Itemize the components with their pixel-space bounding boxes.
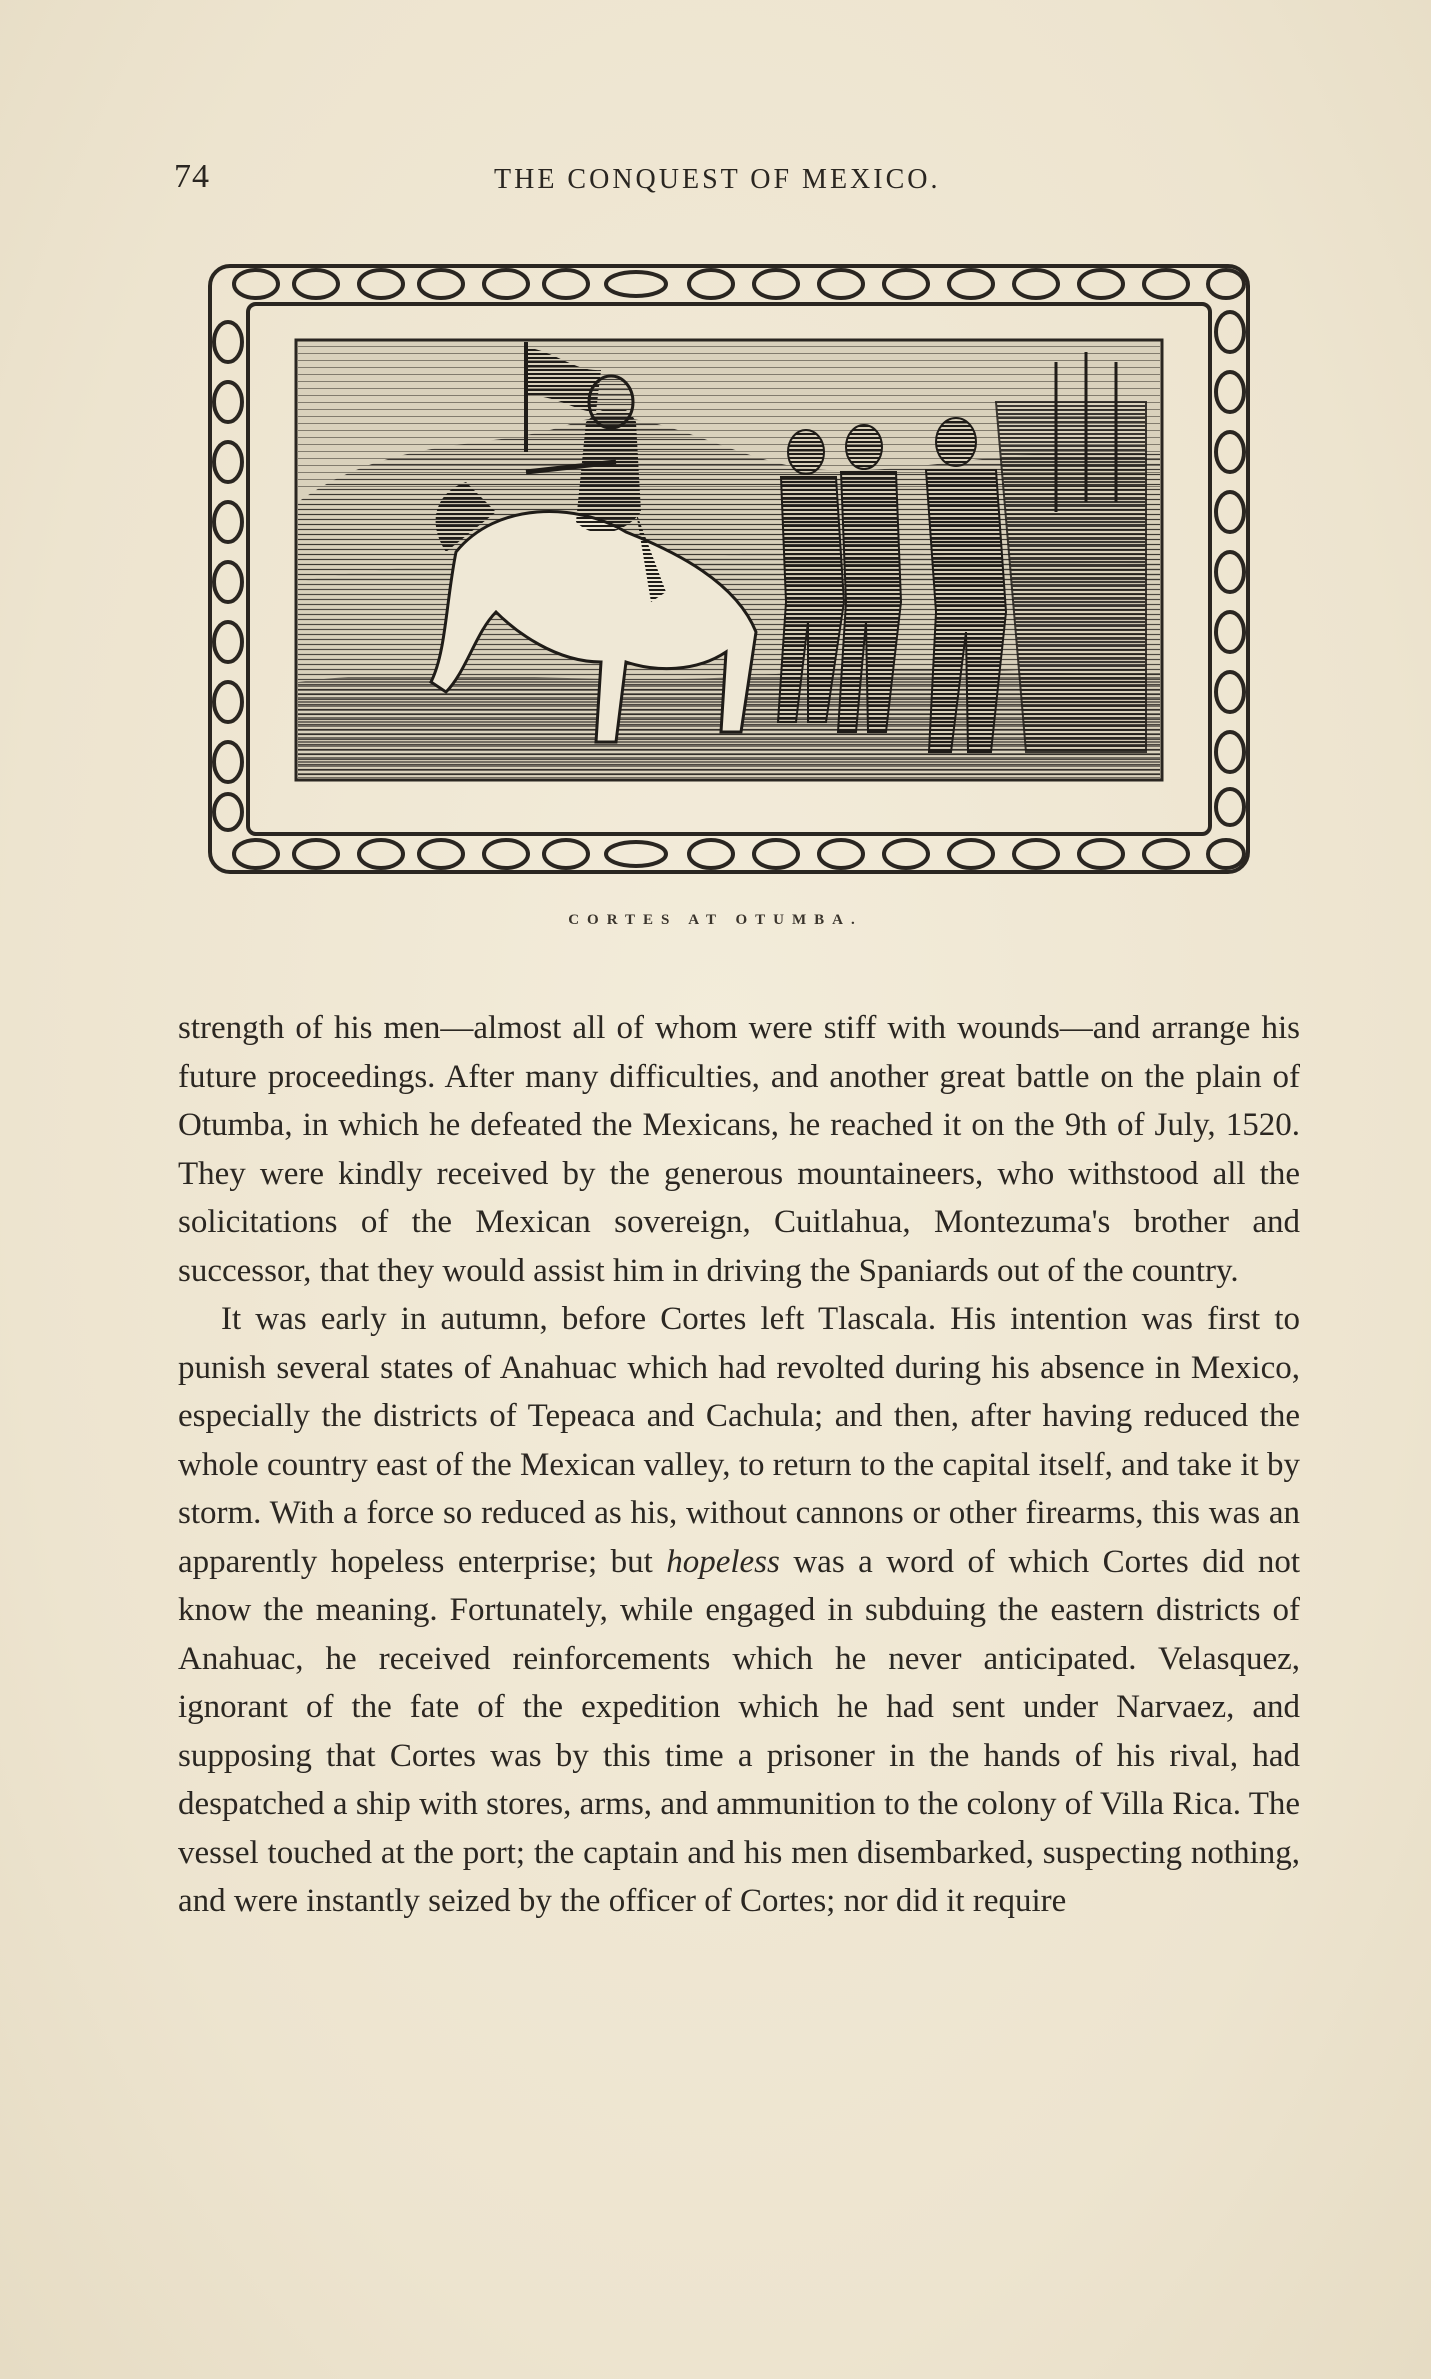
running-title: THE CONQUEST OF MEXICO.	[494, 164, 941, 195]
page-number: 74	[174, 158, 210, 195]
engraving-illustration	[196, 252, 1262, 886]
scene-cortes-at-otumba	[296, 340, 1162, 780]
engraving-plate	[196, 252, 1262, 886]
body-text	[178, 1004, 1300, 1926]
paragraph-text: It was early in autumn, before Cortes left Tlascala. His intention was first to punish several states of Anahuac which had revolted during his absence in Mexico, especially the districts of Tepeaca and Cachula; and then, after having reduced the whole country east of the Mexican valley, to return to the capital itself, and take it by storm. With a force so reduced as his, without cannons or other firearms, this was an apparently hopeless enterprise; but	[178, 1301, 1300, 1580]
plate-caption: CORTES AT OTUMBA.	[568, 912, 863, 928]
emphasized-word: hopeless	[666, 1543, 780, 1580]
paragraph-text: was a word of which Cortes did not know the meaning. Fortunately, while engaged in subduing the eastern districts of Anahuac, he received reinforcements which he never anticipated. Velasquez, ignorant of the fate of the expedition which he had sent under Narvaez, and supposing that Cortes was by this time a prisoner in the hands of his rival, had despatched a ship with stores, arms, and ammunition to the colony of Villa Rica. The vessel touched at the port; the captain and his men disembarked, suspecting nothing, and were instantly seized by the officer of Cortes; nor did it require	[178, 1543, 1301, 1919]
paragraph: strength of his men—almost all of whom were stiff with wounds—and arrange his future proceedings. After many difficulties, and another great battle on the plain of Otumba, in which he defeated the Mexicans, he reached it on the 9th of July, 1520. They were kindly received by the generous mountaineers, who withstood all the solicitations of the Mexican sovereign, Cuitlahua, Montezuma's brother and successor, that they would assist him in driving the Spaniards out of the country.	[178, 1010, 1300, 1289]
running-head	[174, 158, 1304, 202]
paragraph	[178, 1295, 1300, 1926]
